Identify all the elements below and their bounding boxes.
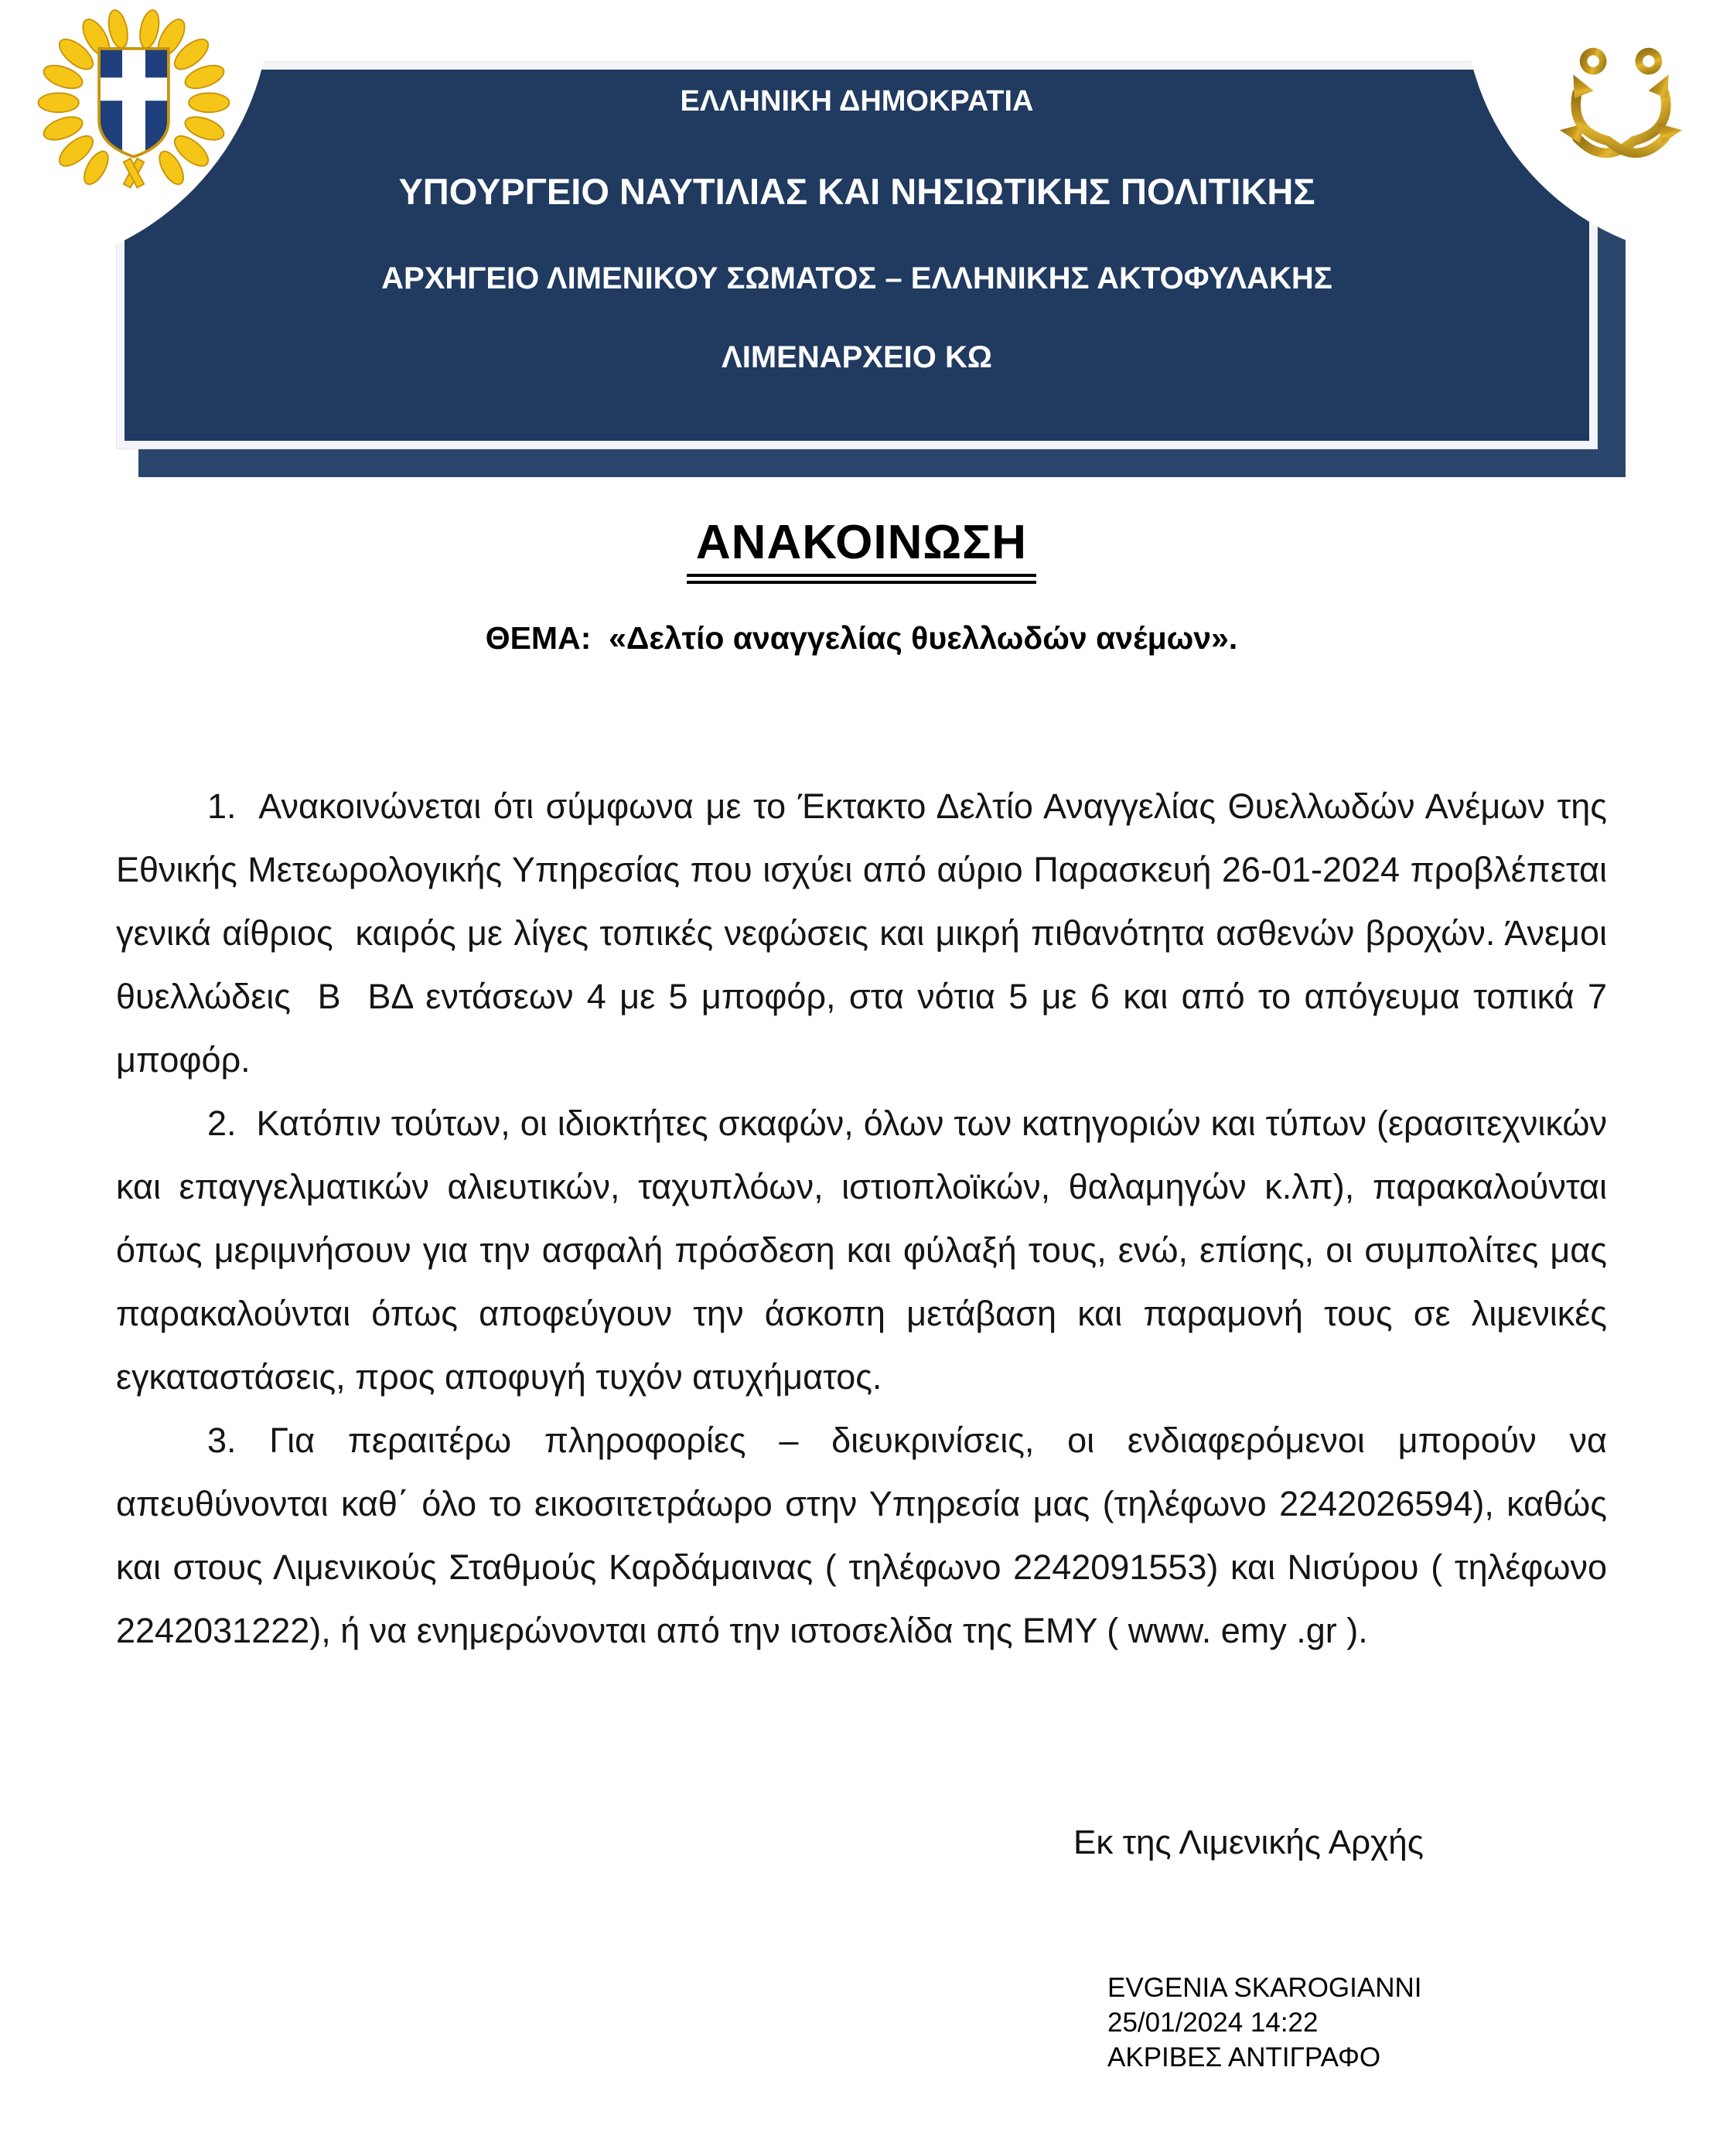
- body-text: [116, 775, 1607, 1663]
- paragraph-mooring-advice: 2. Κατόπιν τούτων, οι ιδιοκτήτες σκαφών, όλων των κατηγοριών και τύπων (ερασιτεχνικών και επαγγελματικών αλιευτικών, ταχυπλόων, ιστιοπλοϊκών, θαλαμηγών κ.λπ), παρακαλούνται όπως μεριμνήσουν για την ασφαλή πρόσδεση και φύλαξή τους, ενώ, επίσης, οι συμπολίτες μας παρακαλούνται όπως αποφεύγουν την άσκοπη μετάβαση και παραμονή τους σε λιμενικές εγκαταστάσεις, προς αποφυγή τυχόν ατυχήματος.: [116, 1104, 1607, 1397]
- signature-note: ΑΚΡΙΒΕΣ ΑΝΤΙΓΡΑΦΟ: [1107, 2042, 1381, 2072]
- paragraph-weather-warning: 1. Ανακοινώνεται ότι σύμφωνα με το Έκτακτο Δελτίο Αναγγελίας Θυελλωδών Ανέμων της Εθνικής Μετεωρολογικής Υπηρεσίας που ισχύει από αύριο Παρασκευή 26-01-2024 προβλέπεται γενικά αίθριος καιρός με λίγες τοπικές νεφώσεις και μικρή πιθανότητα ασθενών βροχών. Άνεμοι θυελλώδεις Β ΒΔ εντάσεων 4 με 5 μποφόρ, στα νότια 5 με 6 και από το απόγευμα τοπικά 7 μποφόρ.: [116, 786, 1607, 1080]
- crossed-anchors-icon: [1539, 25, 1703, 189]
- closing-line: Εκ της Λιμενικής Αρχής: [1073, 1823, 1424, 1861]
- header-line-coastguard: ΑΡΧΗΓΕΙΟ ΛΙΜΕΝΙΚΟΥ ΣΩΜΑΤΟΣ – ΕΛΛΗΝΙΚΗΣ ΑΚΤΟΦΥΛΑΚΗΣ: [381, 261, 1332, 295]
- header-line-port-authority: ΛΙΜΕΝΑΡΧΕΙΟ ΚΩ: [722, 340, 992, 374]
- cross-shield: [99, 49, 169, 161]
- anchor-right: [1553, 25, 1703, 170]
- subject-line: ΘΕΜΑ: «Δελτίο αναγγελίας θυελλωδών ανέμων».: [485, 620, 1238, 656]
- signature-name: EVGENIA SKAROGIANNI: [1107, 1973, 1422, 2003]
- announcement-title-wrap: [0, 517, 1723, 584]
- announcement-title: ΑΝΑΚΟΙΝΩΣΗ: [687, 517, 1036, 584]
- signature-datetime: 25/01/2024 14:22: [1107, 2008, 1319, 2038]
- greek-coat-of-arms-icon: [37, 6, 230, 189]
- header-line-republic: ΕΛΛΗΝΙΚΗ ΔΗΜΟΚΡΑΤΙΑ: [680, 85, 1034, 118]
- signature-block: [1107, 1970, 1422, 2075]
- header-line-ministry: ΥΠΟΥΡΓΕΙΟ ΝΑΥΤΙΛΙΑΣ ΚΑΙ ΝΗΣΙΩΤΙΚΗΣ ΠΟΛΙΤΙΚΗΣ: [398, 171, 1315, 212]
- paragraph-contact-info: 3. Για περαιτέρω πληροφορίες – διευκρινίσεις, οι ενδιαφερόμενοι μπορούν να απευθύνονται καθ΄ όλο το εικοσιτετράωρο στην Υπηρεσία μας (τηλέφωνο 2242026594), καθώς και στους Λιμενικούς Σταθμούς Καρδάμαινας ( τηλέφωνο 2242091553) και Νισύρου ( τηλέφωνο 2242031222), ή να ενημερώνονται από την ιστοσελίδα της ΕΜΥ ( www. emy .gr ).: [116, 1421, 1607, 1650]
- header-banner: [117, 62, 1597, 449]
